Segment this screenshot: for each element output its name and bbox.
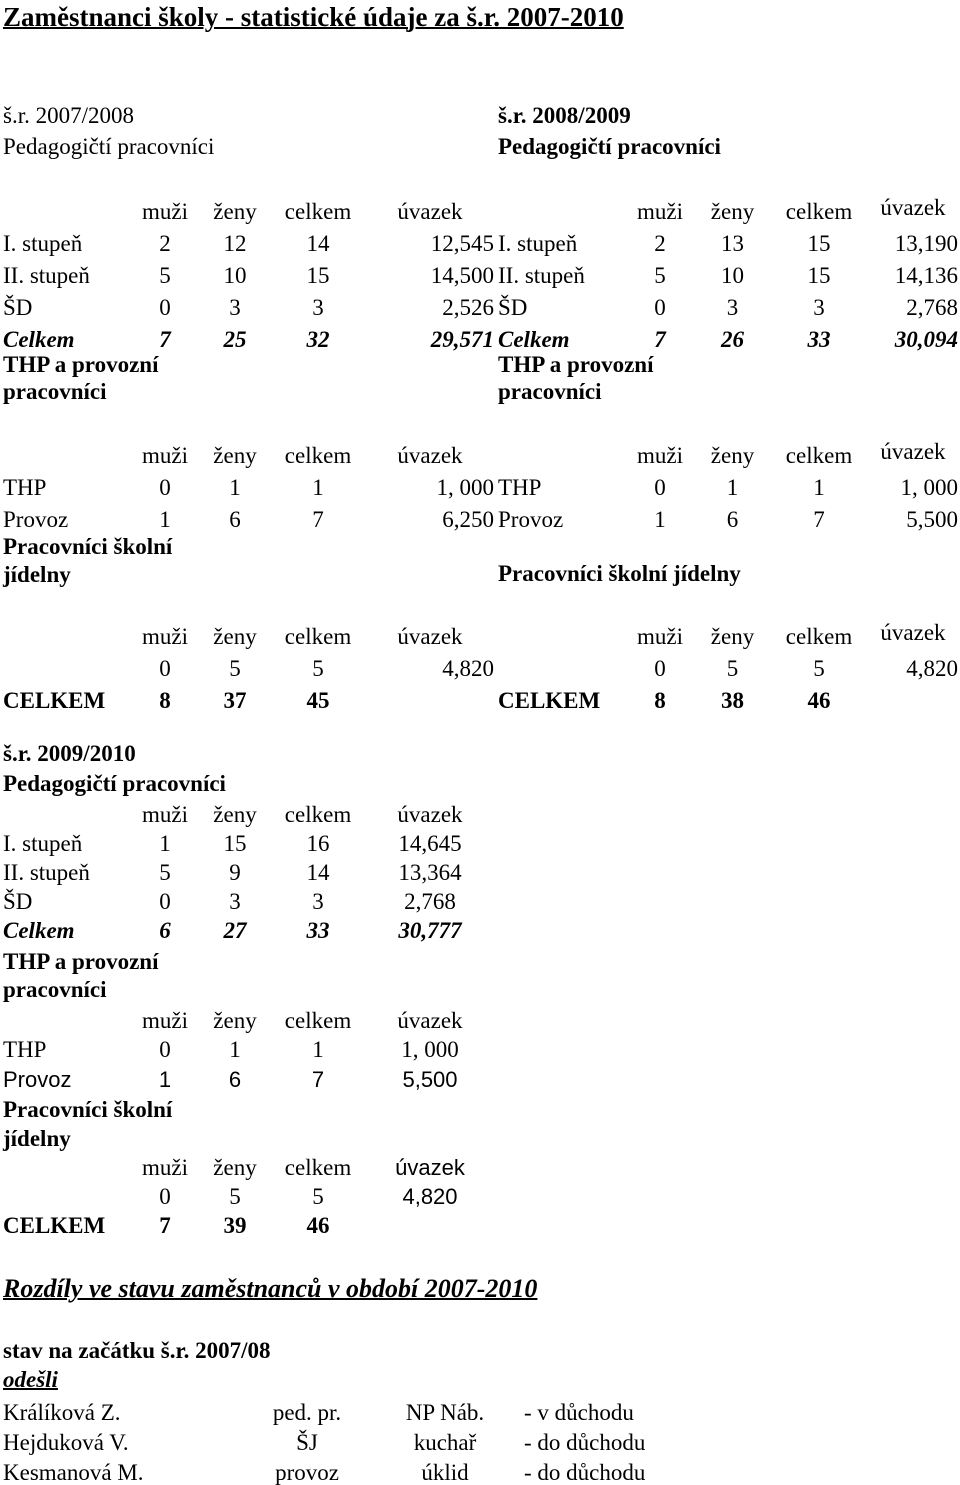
cell-celkem: 33 [807, 327, 831, 352]
cell-uvazek: 30,094 [894, 327, 958, 352]
col-uvazek: úvazek [880, 620, 946, 645]
year-heading-2007: š.r. 2007/2008 [3, 103, 134, 128]
header-row [3, 436, 494, 467]
table-row [3, 223, 494, 255]
table-row [498, 648, 958, 680]
table-row [3, 1179, 494, 1208]
person-place: kuchař [413, 1430, 477, 1455]
cell-muzi: 0 [159, 475, 171, 500]
cell-zeny: 12 [223, 231, 247, 256]
table-row [3, 648, 494, 680]
cell-muzi: 8 [654, 688, 666, 713]
row-label: CELKEM [3, 1213, 106, 1238]
cell-zeny: 3 [726, 295, 739, 320]
thp-heading-2007: THP a provozní pracovníci [3, 352, 159, 404]
cell-muzi: 1 [654, 507, 666, 532]
cell-celkem: 5 [312, 1184, 324, 1209]
cell-muzi: 0 [654, 475, 666, 500]
person-name: Kesmanová M. [3, 1460, 144, 1485]
col-celkem: celkem [284, 802, 352, 827]
person-role: ŠJ [296, 1430, 318, 1455]
cell-celkem: 15 [807, 263, 831, 288]
cell-celkem: 5 [312, 656, 324, 681]
cell-celkem: 1 [312, 1037, 324, 1062]
cell-zeny: 6 [229, 507, 241, 532]
cell-muzi: 1 [158, 1067, 172, 1092]
thp-table-2007 [3, 436, 494, 531]
cell-celkem: 16 [306, 831, 330, 856]
cell-uvazek: 2,768 [404, 889, 456, 914]
cell-uvazek: 6,250 [442, 507, 494, 532]
table-row [3, 287, 494, 319]
cell-zeny: 37 [223, 688, 247, 713]
col-uvazek: úvazek [397, 199, 463, 224]
row-label: THP [3, 475, 47, 500]
cell-uvazek: 12,545 [430, 231, 494, 256]
cell-celkem: 46 [306, 1213, 330, 1238]
row-label: CELKEM [3, 688, 106, 713]
row-label: THP [498, 475, 542, 500]
cell-zeny: 1 [726, 475, 739, 500]
cell-celkem: 3 [312, 889, 324, 914]
row-label: Celkem [498, 327, 570, 352]
cell-zeny: 1 [229, 475, 241, 500]
col-muzi: muži [142, 1155, 188, 1180]
col-celkem: celkem [284, 1155, 352, 1180]
table-row [498, 467, 958, 499]
table-row-total [3, 1208, 494, 1237]
row-label [3, 648, 130, 680]
col-muzi: muži [142, 802, 188, 827]
cell-uvazek: 1, 000 [436, 475, 494, 500]
row-label: I. stupeň [498, 231, 578, 256]
cell-uvazek: 5,500 [402, 1067, 458, 1092]
cell-uvazek: 13,364 [398, 860, 462, 885]
col-zeny: ženy [213, 1155, 257, 1180]
departed-table [3, 1394, 724, 1484]
cell-muzi: 2 [159, 231, 171, 256]
table-row [3, 255, 494, 287]
cell-zeny: 15 [223, 831, 247, 856]
row-label: ŠD [498, 295, 528, 320]
col-uvazek: úvazek [395, 1155, 465, 1180]
person-name: Králíková Z. [3, 1400, 121, 1425]
table-row-total [3, 913, 494, 942]
cell-uvazek: 29,571 [430, 327, 494, 352]
row-label: II. stupeň [3, 263, 90, 288]
col-zeny: ženy [710, 443, 755, 468]
cell-muzi: 0 [159, 295, 171, 320]
col-zeny: ženy [213, 624, 257, 649]
table-row [3, 499, 494, 531]
page-title: Zaměstnanci školy - statistické údaje za š.r. 2007-2010 [3, 2, 624, 32]
cell-muzi: 7 [159, 327, 171, 352]
cell-uvazek: 14,136 [894, 263, 958, 288]
ped-table-2009 [3, 797, 494, 942]
cell-muzi: 0 [159, 889, 171, 914]
header-row [3, 192, 494, 223]
cell-celkem: 5 [813, 656, 825, 681]
cell-celkem: 3 [813, 295, 825, 320]
cell-uvazek: 13,190 [894, 231, 958, 256]
col-zeny: ženy [710, 199, 755, 224]
row-label: II. stupeň [498, 263, 585, 288]
cell-zeny: 3 [229, 889, 241, 914]
col-muzi: muži [142, 1008, 188, 1033]
header-row [3, 797, 494, 826]
cell-celkem: 7 [312, 507, 324, 532]
person-role: provoz [275, 1460, 339, 1485]
jid-table-2008 [498, 588, 958, 712]
cell-celkem: 14 [306, 231, 330, 256]
table-row-total [498, 319, 958, 351]
thp-table-2008 [498, 407, 958, 531]
cell-zeny: 5 [229, 656, 241, 681]
cell-zeny: 10 [223, 263, 247, 288]
cell-muzi: 7 [654, 327, 666, 352]
cell-muzi: 1 [159, 507, 171, 532]
col-celkem: celkem [785, 199, 853, 224]
jid-heading-2008: Pracovníci školní jídelny [498, 561, 741, 586]
cell-celkem: 1 [813, 475, 825, 500]
cell-uvazek: 1, 000 [900, 475, 958, 500]
col-muzi: muži [142, 624, 188, 649]
col-uvazek: úvazek [397, 802, 463, 827]
table-row [3, 884, 494, 913]
ped-heading-2009: Pedagogičtí pracovníci [3, 771, 226, 796]
left-label: odešli [3, 1367, 58, 1392]
cell-zeny: 25 [223, 327, 247, 352]
table-row-total [3, 319, 494, 351]
col-celkem: celkem [785, 624, 853, 649]
person-role: ped. pr. [272, 1400, 342, 1425]
col-zeny: ženy [213, 443, 257, 468]
cell-uvazek: 4,820 [442, 656, 494, 681]
col-celkem: celkem [284, 199, 352, 224]
cell-uvazek: 2,526 [442, 295, 494, 320]
row-label: Celkem [3, 918, 75, 943]
cell-zeny: 13 [721, 231, 744, 256]
cell-celkem: 15 [807, 231, 831, 256]
row-label: II. stupeň [3, 860, 90, 885]
col-muzi: muži [637, 443, 683, 468]
table-row-total [3, 680, 494, 712]
cell-celkem: 7 [813, 507, 825, 532]
col-muzi: muži [142, 443, 188, 468]
header-row [498, 163, 958, 223]
cell-zeny: 6 [726, 507, 739, 532]
cell-muzi: 1 [159, 831, 171, 856]
cell-muzi: 8 [159, 688, 171, 713]
cell-muzi: 5 [159, 860, 171, 885]
cell-muzi: 5 [654, 263, 666, 288]
row-label [498, 648, 625, 680]
col-zeny: ženy [213, 199, 257, 224]
cell-celkem: 7 [311, 1067, 325, 1092]
person-place: NP Náb. [405, 1400, 485, 1425]
cell-muzi: 2 [654, 231, 666, 256]
col-uvazek: úvazek [397, 443, 463, 468]
thp-table-2009 [3, 1003, 494, 1091]
cell-zeny: 1 [229, 1037, 241, 1062]
cell-zeny: 27 [223, 918, 247, 943]
header-row [498, 588, 958, 648]
differences-heading: Rozdíly ve stavu zaměstnanců v období 2007-2010 [3, 1274, 538, 1303]
person-reason: - do důchodu [524, 1430, 646, 1455]
cell-celkem: 1 [312, 475, 324, 500]
header-row [3, 1150, 494, 1179]
person-reason: - v důchodu [524, 1400, 634, 1425]
header-row [3, 1003, 494, 1032]
table-row [3, 1454, 724, 1484]
row-label [3, 1179, 130, 1208]
jid-heading-2009: Pracovníci školní jídelny [3, 1097, 173, 1151]
table-row [3, 467, 494, 499]
ped-heading-2008: Pedagogičtí pracovníci [498, 134, 721, 159]
cell-celkem: 15 [306, 263, 330, 288]
row-label: ŠD [3, 889, 33, 914]
cell-celkem: 45 [306, 688, 330, 713]
thp-heading-2009: THP a provozní pracovníci [3, 949, 159, 1002]
cell-muzi: 0 [654, 295, 666, 320]
cell-zeny: 6 [228, 1067, 242, 1092]
cell-muzi: 0 [159, 1184, 171, 1209]
cell-celkem: 14 [306, 860, 330, 885]
year-heading-2008: š.r. 2008/2009 [498, 103, 631, 128]
cell-zeny: 5 [726, 656, 739, 681]
person-name: Hejduková V. [3, 1430, 129, 1455]
table-row-total [498, 680, 958, 712]
year-heading-2009: š.r. 2009/2010 [3, 741, 136, 766]
table-row [3, 826, 494, 855]
row-label: ŠD [3, 295, 33, 320]
cell-zeny: 26 [721, 327, 744, 352]
row-label: Provoz [3, 1067, 72, 1092]
col-uvazek: úvazek [880, 195, 946, 220]
jid-table-2007 [3, 617, 494, 712]
header-row [3, 617, 494, 648]
cell-celkem: 32 [306, 327, 330, 352]
col-zeny: ženy [710, 624, 755, 649]
cell-muzi: 7 [159, 1213, 171, 1238]
row-label: I. stupeň [3, 831, 83, 856]
cell-zeny: 9 [229, 860, 241, 885]
row-label: CELKEM [498, 688, 601, 713]
ped-table-2007 [3, 192, 494, 351]
cell-muzi: 0 [654, 656, 666, 681]
table-row [3, 855, 494, 884]
cell-zeny: 3 [229, 295, 241, 320]
thp-heading-2008: THP a provozní pracovníci [498, 352, 654, 404]
table-row [498, 223, 958, 255]
row-label: THP [3, 1037, 47, 1062]
cell-celkem: 3 [312, 295, 324, 320]
jid-heading-2007: Pracovníci školní jídelny [3, 534, 173, 587]
person-place: úklid [421, 1460, 469, 1485]
col-uvazek: úvazek [397, 1008, 463, 1033]
col-celkem: celkem [284, 1008, 352, 1033]
row-label: Provoz [498, 507, 564, 532]
cell-uvazek: 14,500 [430, 263, 494, 288]
col-zeny: ženy [213, 802, 257, 827]
table-row [498, 287, 958, 319]
col-uvazek: úvazek [397, 624, 463, 649]
cell-muzi: 6 [159, 918, 171, 943]
cell-muzi: 5 [159, 263, 171, 288]
table-row [498, 255, 958, 287]
cell-uvazek: 14,645 [398, 831, 462, 856]
row-label: I. stupeň [3, 231, 83, 256]
cell-uvazek: 2,768 [906, 295, 958, 320]
col-zeny: ženy [213, 1008, 257, 1033]
cell-uvazek: 5,500 [906, 507, 958, 532]
cell-zeny: 39 [223, 1213, 247, 1238]
cell-zeny: 38 [721, 688, 744, 713]
col-uvazek: úvazek [880, 439, 946, 464]
cell-zeny: 10 [721, 263, 744, 288]
col-muzi: muži [637, 199, 683, 224]
col-muzi: muži [142, 199, 188, 224]
row-label: Celkem [3, 327, 75, 352]
cell-uvazek: 30,777 [398, 918, 462, 943]
cell-celkem: 33 [306, 918, 330, 943]
row-label: Provoz [3, 507, 69, 532]
cell-muzi: 0 [159, 1037, 171, 1062]
col-celkem: celkem [785, 443, 853, 468]
start-label: stav na začátku š.r. 2007/08 [3, 1338, 271, 1363]
cell-uvazek: 4,820 [402, 1184, 458, 1209]
ped-table-2008 [498, 163, 958, 351]
cell-zeny: 5 [229, 1184, 241, 1209]
header-row [498, 407, 958, 467]
cell-celkem: 46 [807, 688, 831, 713]
table-row [498, 499, 958, 531]
col-muzi: muži [637, 624, 683, 649]
col-celkem: celkem [284, 624, 352, 649]
jid-table-2009 [3, 1150, 494, 1237]
table-row [3, 1424, 724, 1454]
table-row [3, 1061, 494, 1091]
table-row [3, 1394, 724, 1424]
col-celkem: celkem [284, 443, 352, 468]
table-row [3, 1032, 494, 1061]
cell-uvazek: 1, 000 [401, 1037, 459, 1062]
person-reason: - do důchodu [524, 1460, 646, 1485]
cell-uvazek: 4,820 [906, 656, 958, 681]
ped-heading-2007: Pedagogičtí pracovníci [3, 134, 215, 159]
cell-muzi: 0 [159, 656, 171, 681]
